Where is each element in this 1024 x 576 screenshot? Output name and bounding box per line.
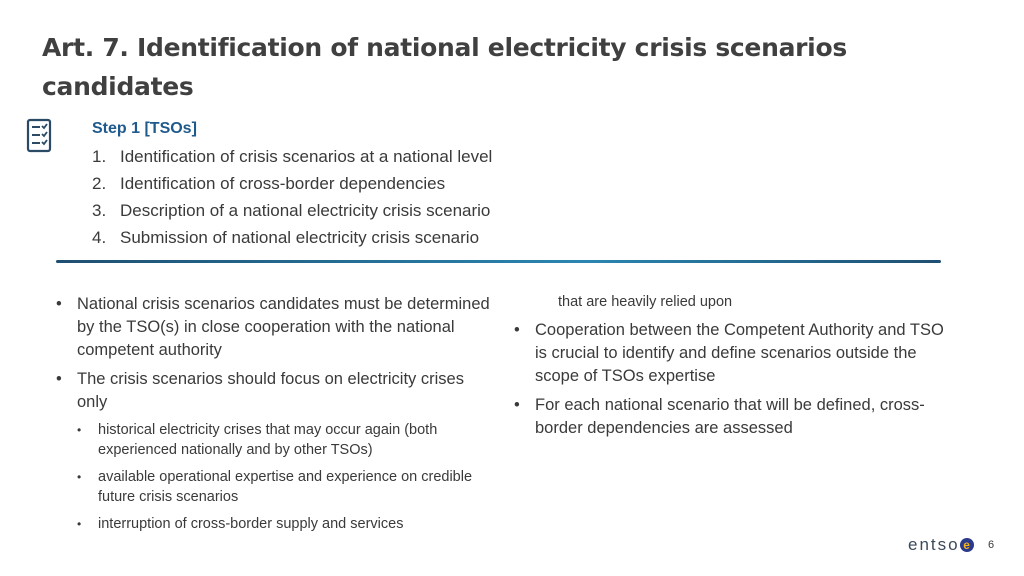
bullet-item: • Cooperation between the Competent Authority and TSO is crucial to identify and define scenarios outside the scope of TSOs expertise [510,319,950,388]
step-number: 4. [92,228,107,247]
section-divider [56,260,941,263]
step-item [92,172,492,199]
entsoe-logo [908,535,974,555]
right-bullet-column [510,292,950,446]
sub-bullet-item: • interruption of cross-border supply and services [52,514,492,534]
step-text: Description of a national electricity crisis scenario [120,201,491,220]
step-item [92,145,492,172]
sub-bullet-item: • available operational expertise and experience on credible future crisis scenarios [52,467,492,507]
step-text: Submission of national electricity crisis scenario [120,228,480,247]
step-item [92,226,492,253]
step-number: 3. [92,201,107,220]
checklist-icon [26,118,54,154]
bullet-item: • National crisis scenarios candidates must be determined by the TSO(s) in close cooperation with the national competent authority [52,293,492,362]
step-heading: Step 1 [TSOs] [92,120,197,137]
bullet-item: • For each national scenario that will be defined, cross-border dependencies are assessed [510,394,950,440]
step-text: Identification of crisis scenarios at a national level [120,147,493,166]
logo-mark: e [960,538,974,552]
page-number: 6 [988,539,995,551]
slide-title: Art. 7. Identification of national electricity crisis scenarios candidates [42,33,847,101]
step-number: 2. [92,174,107,193]
left-bullet-column [52,293,492,541]
sub-bullet-item: • historical electricity crises that may occur again (both experienced nationally and by other TSOs) [52,420,492,460]
continuation-text: that are heavily relied upon [558,294,733,310]
logo-text: entso [908,535,960,554]
step-number: 1. [92,147,107,166]
step-item [92,199,492,226]
step-text: Identification of cross-border dependencies [120,174,446,193]
bullet-item: • The crisis scenarios should focus on electricity crises only [52,368,492,414]
step-list [92,145,492,253]
